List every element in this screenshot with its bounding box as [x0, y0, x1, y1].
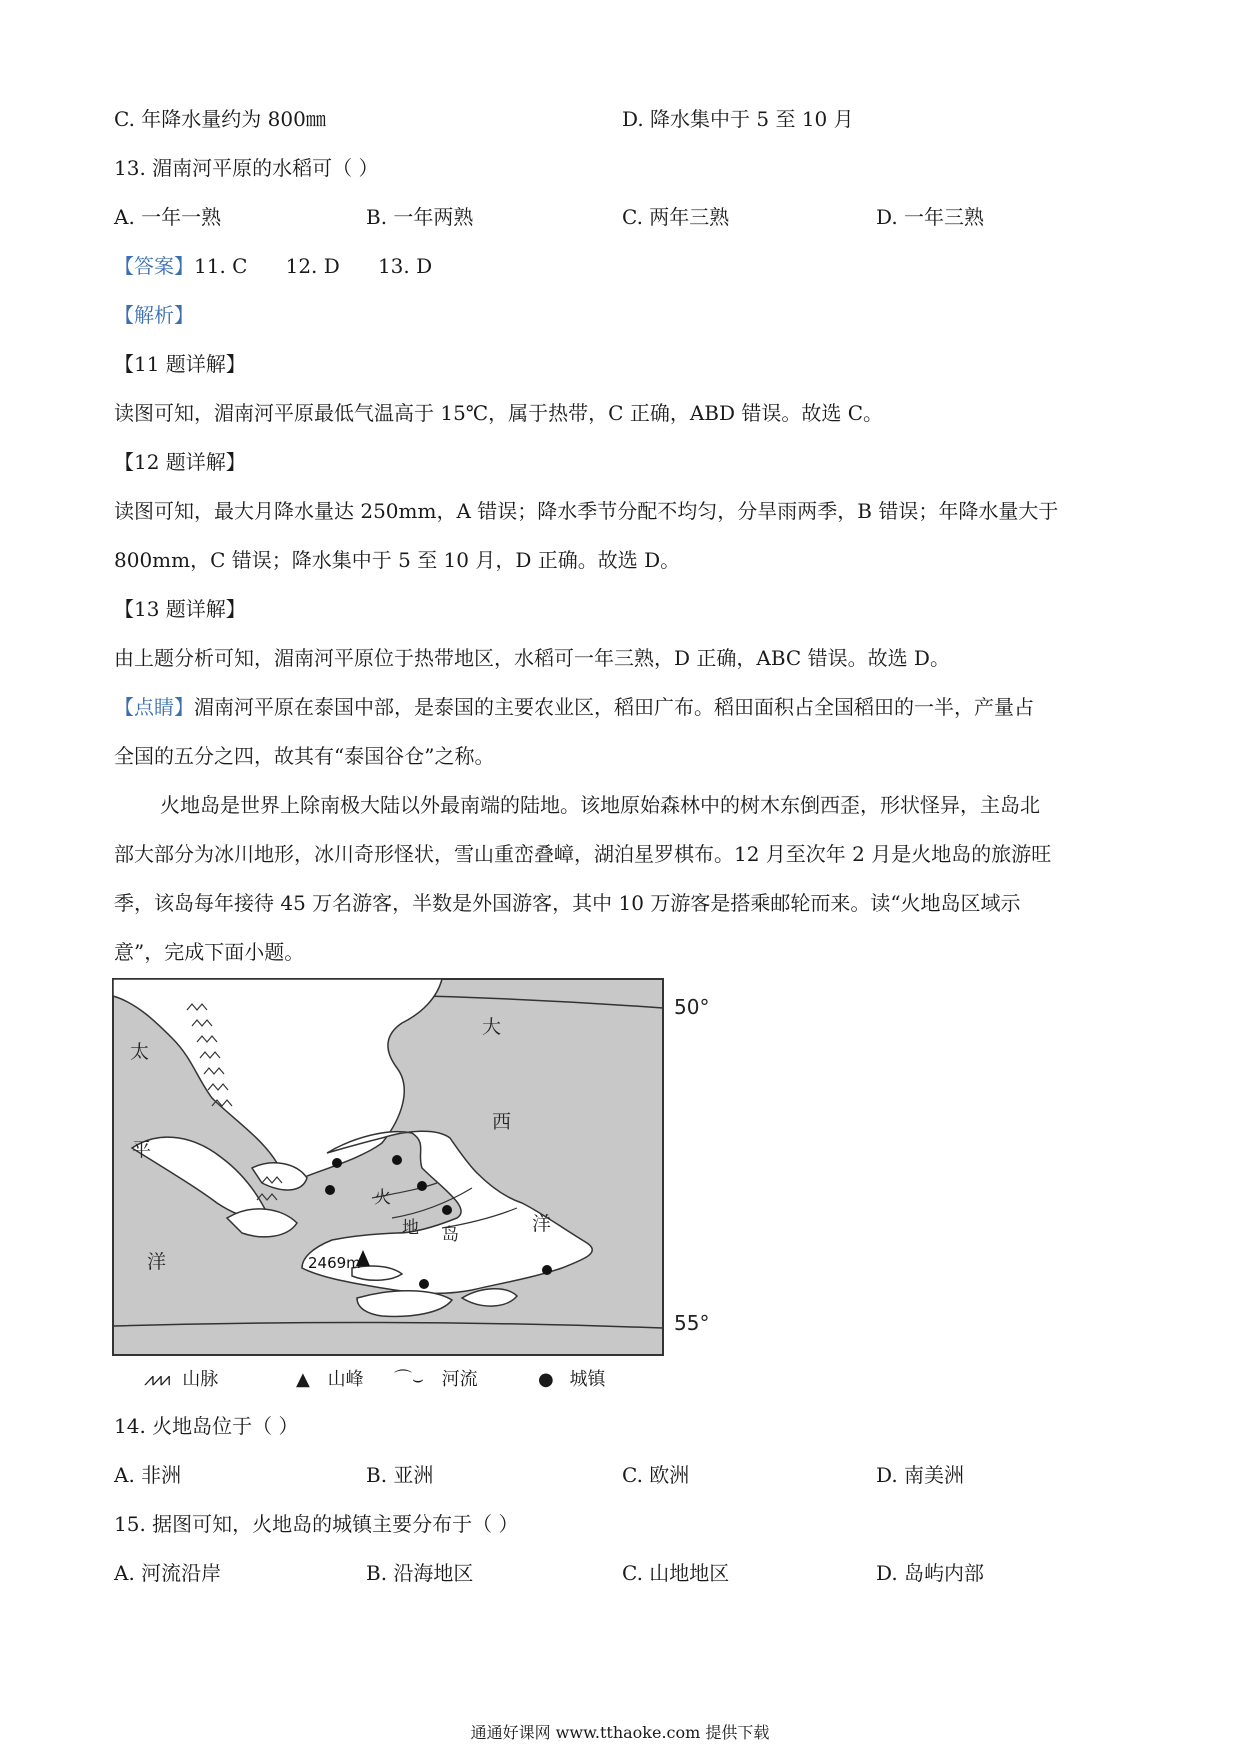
legend-peak-label: 山峰	[327, 1369, 364, 1390]
legend-river	[394, 1365, 478, 1391]
answer-text: 11. C 12. D 13. D	[194, 254, 433, 278]
q13-option-b: B. 一年两熟	[366, 205, 474, 229]
q12-option-c: C. 年降水量约为 800㎜	[114, 107, 326, 131]
passage-line2: 部大部分为冰川地形，冰川奇形怪状，雪山重峦叠嶂，湖泊星罗棋布。12 月至次年 2 月是火地岛的旅游旺	[114, 842, 1052, 866]
pacific-char-2: 平	[132, 1139, 152, 1161]
peak-icon: ▲	[296, 1369, 310, 1390]
island-char-1: 火	[374, 1188, 391, 1208]
analysis-label: 【解析】	[114, 303, 194, 327]
q15-option-a: A. 河流沿岸	[114, 1561, 222, 1585]
legend-peak	[296, 1365, 364, 1391]
pacific-char-1: 太	[130, 1041, 150, 1063]
peak-label: 2469m	[308, 1254, 361, 1272]
q14-option-a: A. 非洲	[114, 1463, 182, 1487]
detail12-title: 【12 题详解】	[114, 450, 246, 474]
detail11-title: 【11 题详解】	[114, 352, 246, 376]
point-text1: 湄南河平原在泰国中部，是泰国的主要农业区，稻田广布。稻田面积占全国稻田的一半，产量占	[194, 695, 1034, 719]
detail13-text: 由上题分析可知，湄南河平原位于热带地区，水稻可一年三熟，D 正确，ABC 错误。故选 D。	[114, 646, 950, 670]
q13-option-d: D. 一年三熟	[876, 205, 985, 229]
passage-line1: 火地岛是世界上除南极大陆以外最南端的陆地。该地原始森林中的树木东倒西歪，形状怪异，主岛北	[160, 793, 1040, 817]
legend-mountain-label: 山脉	[182, 1369, 219, 1390]
atlantic-char-2: 西	[492, 1111, 512, 1133]
q14-option-b: B. 亚洲	[366, 1463, 434, 1487]
q14-stem: 14. 火地岛位于（ ）	[114, 1414, 299, 1438]
q13-option-a: A. 一年一熟	[114, 205, 222, 229]
q13-stem: 13. 湄南河平原的水稻可（ ）	[114, 156, 379, 180]
detail11-text: 读图可知，湄南河平原最低气温高于 15℃，属于热带，C 正确，ABD 错误。故选 C。	[114, 401, 884, 425]
island-char-3: 岛	[442, 1225, 459, 1245]
island-char-2: 地	[402, 1218, 419, 1238]
pacific-char-3: 洋	[147, 1251, 167, 1273]
detail12-line2: 800mm，C 错误；降水集中于 5 至 10 月，D 正确。故选 D。	[114, 548, 681, 572]
point-line2: 全国的五分之四，故其有“泰国谷仓”之称。	[114, 744, 495, 768]
lat-label-55: 55°	[674, 1311, 710, 1335]
mountain-range-icon: ⩘⩘⩘	[144, 1369, 169, 1390]
detail12-line1: 读图可知，最大月降水量达 250mm，A 错误；降水季节分配不均匀，分旱雨两季，B 错误；年降水量大于	[114, 499, 1059, 523]
answer-line	[114, 253, 432, 279]
q15-option-b: B. 沿海地区	[366, 1561, 474, 1585]
atlantic-char-1: 大	[482, 1016, 502, 1038]
passage-line3: 季，该岛每年接待 45 万名游客，半数是外国游客，其中 10 万游客是搭乘邮轮而来。读“火地岛区域示	[114, 891, 1021, 915]
legend-town	[538, 1365, 605, 1391]
q15-option-c: C. 山地地区	[622, 1561, 730, 1585]
q13-option-c: C. 两年三熟	[622, 205, 730, 229]
lat-label-50: 50°	[674, 995, 710, 1019]
point-label: 【点睛】	[114, 695, 194, 719]
atlantic-char-3: 洋	[532, 1213, 552, 1235]
q14-option-d: D. 南美洲	[876, 1463, 965, 1487]
point-line1	[114, 694, 1034, 720]
legend-town-label: 城镇	[569, 1369, 606, 1390]
page-footer: 通通好课网 www.tthaoke.com 提供下载	[470, 1723, 770, 1742]
detail13-title: 【13 题详解】	[114, 597, 246, 621]
q12-option-d: D. 降水集中于 5 至 10 月	[622, 107, 854, 131]
q15-option-d: D. 岛屿内部	[876, 1561, 985, 1585]
legend-mountain	[144, 1365, 218, 1391]
tierra-del-fuego-map	[112, 978, 722, 1362]
answer-label: 【答案】	[114, 254, 194, 278]
passage-line4: 意”，完成下面小题。	[114, 940, 305, 964]
q15-stem: 15. 据图可知，火地岛的城镇主要分布于（ ）	[114, 1512, 519, 1536]
river-icon: ⌒⌣	[394, 1369, 424, 1390]
q14-option-c: C. 欧洲	[622, 1463, 690, 1487]
town-icon: ●	[538, 1369, 554, 1390]
legend-river-label: 河流	[441, 1369, 478, 1390]
